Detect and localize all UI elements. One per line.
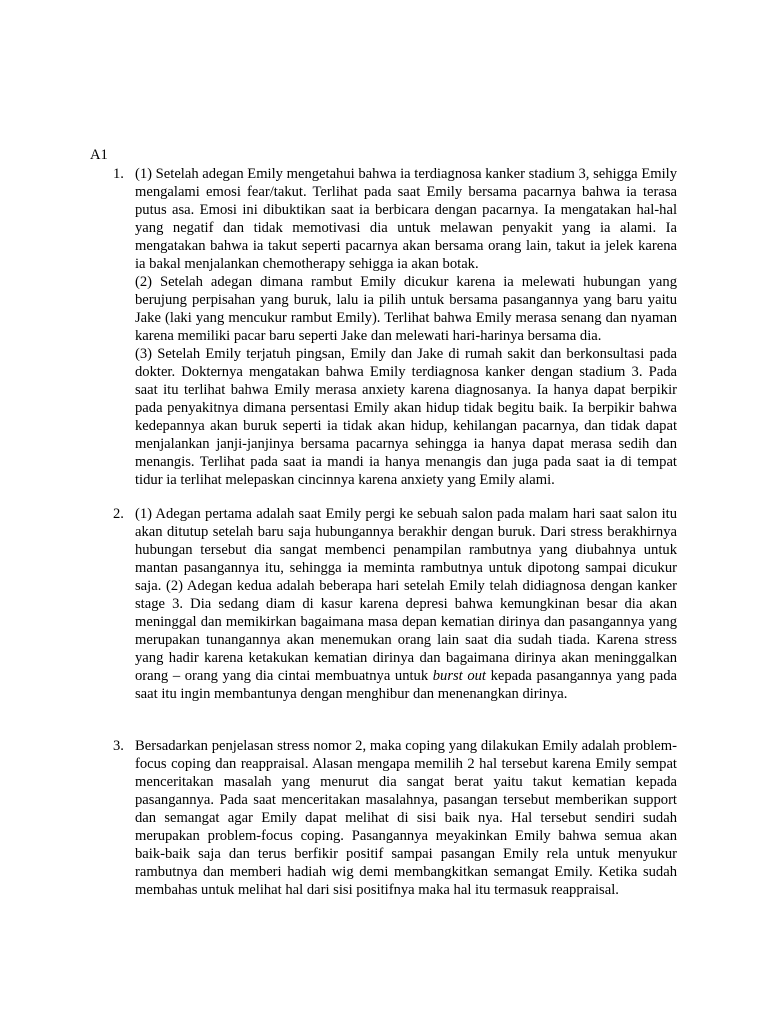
item-1-paragraph-1: (1) Setelah adegan Emily mengetahui bahwa ia terdiagnosa kanker stadium 3, sehigga Emily mengalami emosi fear/takut. Terlihat pada saat Emily bersama pacarnya bahwa ia terasa putus asa. Emosi ini dibuktikan saat ia berbicara dengan pacarnya. Ia mengatakan hal-hal yang negatif dan tidak memotivasi dia untuk melawan penyakit yang ia alami. Ia mengatakan bahwa ia takut seperti pacarnya akan bersama orang lain, takut ia jelek karena ia bakal menjalankan chemotherapy sehigga ia akan botak. bbox=[135, 166, 677, 272]
item-number: 2. bbox=[113, 506, 124, 522]
section-heading: A1 bbox=[90, 147, 108, 163]
item-2-emphasis: burst out bbox=[432, 668, 486, 684]
item-number: 3. bbox=[113, 738, 124, 754]
item-2-text-part-2: kepada pasangannya yang pada saat itu ingin membantunya dengan menghibur dan menenangkan dirinya. bbox=[135, 668, 677, 702]
answer-item-2 bbox=[113, 505, 677, 703]
item-2-text-part-1: (1) Adegan pertama adalah saat Emily pergi ke sebuah salon pada malam hari saat salon itu akan ditutup setelah baru saja hubungannya berakhir dengan buruk. Dari stress berakhirnya hubungan tersebut dia sangat membenci penampilan rambutnya yang diubahnya untuk mantan pasangannya itu, sehingga ia meminta rambutnya untuk dipotong sampai dicukur saja. (2) Adegan kedua adalah beberapa hari setelah Emily telah didiagnosa dengan kanker stage 3. Dia sedang diam di kasur karena depresi bahwa kemungkinan besar dia akan meninggal dan memikirkan bagaimana masa depan kematian dirinya dan pasangannya yang merupakan tunangannya akan menemukan orang lain saat dia sudah tiada. Karena stress yang hadir karena ketakukan kematian dirinya dan bagaimana dirinya akan meninggalkan orang – orang yang dia cintai membuatnya untuk bbox=[135, 506, 677, 684]
answer-item-3 bbox=[113, 737, 677, 899]
item-1-paragraph-3: (3) Setelah Emily terjatuh pingsan, Emily dan Jake di rumah sakit dan berkonsultasi pada dokter. Dokternya mengatakan bahwa Emily terdiagnosa kanker dengan stadium 3. Pada saat itu terlihat bahwa Emily merasa anxiety karena diagnosanya. Ia hanya dapat berpikir pada penyakitnya dimana persentasi Emily akan hidup tidak begitu baik. Ia berpikir bahwa kedepannya akan buruk seperti ia tidak akan hidup, kehilangan pacarnya, dan tidak dapat menjalankan janji-janjinya bersama pacarnya sehingga ia hanya dapat merasa sedih dan menangis. Terlihat pada saat ia mandi ia hanya menangis dan juga pada saat ia di tempat tidur ia terlihat melepaskan cincinnya karena anxiety yang Emily alami. bbox=[135, 346, 677, 488]
item-1-paragraph-2: (2) Setelah adegan dimana rambut Emily dicukur karena ia melewati hubungan yang berujung perpisahan yang buruk, lalu ia pilih untuk bersama pasangannya yang baru yaitu Jake (laki yang mencukur rambut Emily). Terlihat bahwa Emily merasa senang dan nyaman karena memiliki pacar baru seperti Jake dan melewati hari-harinya bersama dia. bbox=[135, 274, 677, 344]
answer-item-1 bbox=[113, 165, 677, 489]
item-2-paragraph bbox=[135, 505, 677, 703]
item-number: 1. bbox=[113, 166, 124, 182]
item-3-paragraph: Bersadarkan penjelasan stress nomor 2, maka coping yang dilakukan Emily adalah problem-focus coping dan reappraisal. Alasan mengapa memilih 2 hal tersebut karena Emily sempat menceritakan masalah yang menurut dia sangat berat yaitu takut kematian kepada pasangannya. Pada saat menceritakan masalahnya, pasangan tersebut memberikan support dan semangat agar Emily dapat melihat di sisi baik nya. Hal tersebut sendiri sudah merupakan problem-focus coping. Pasangannya meyakinkan Emily bahwa semua akan baik-baik saja dan terus berfikir positif sampai pasangan Emily rela untuk menyukur rambutnya dan memberi hadiah wig demi membangkitkan semangat Emily. Ketika sudah membahas untuk melihat hal dari sisi positifnya maka hal itu termasuk reappraisal. bbox=[135, 738, 677, 898]
